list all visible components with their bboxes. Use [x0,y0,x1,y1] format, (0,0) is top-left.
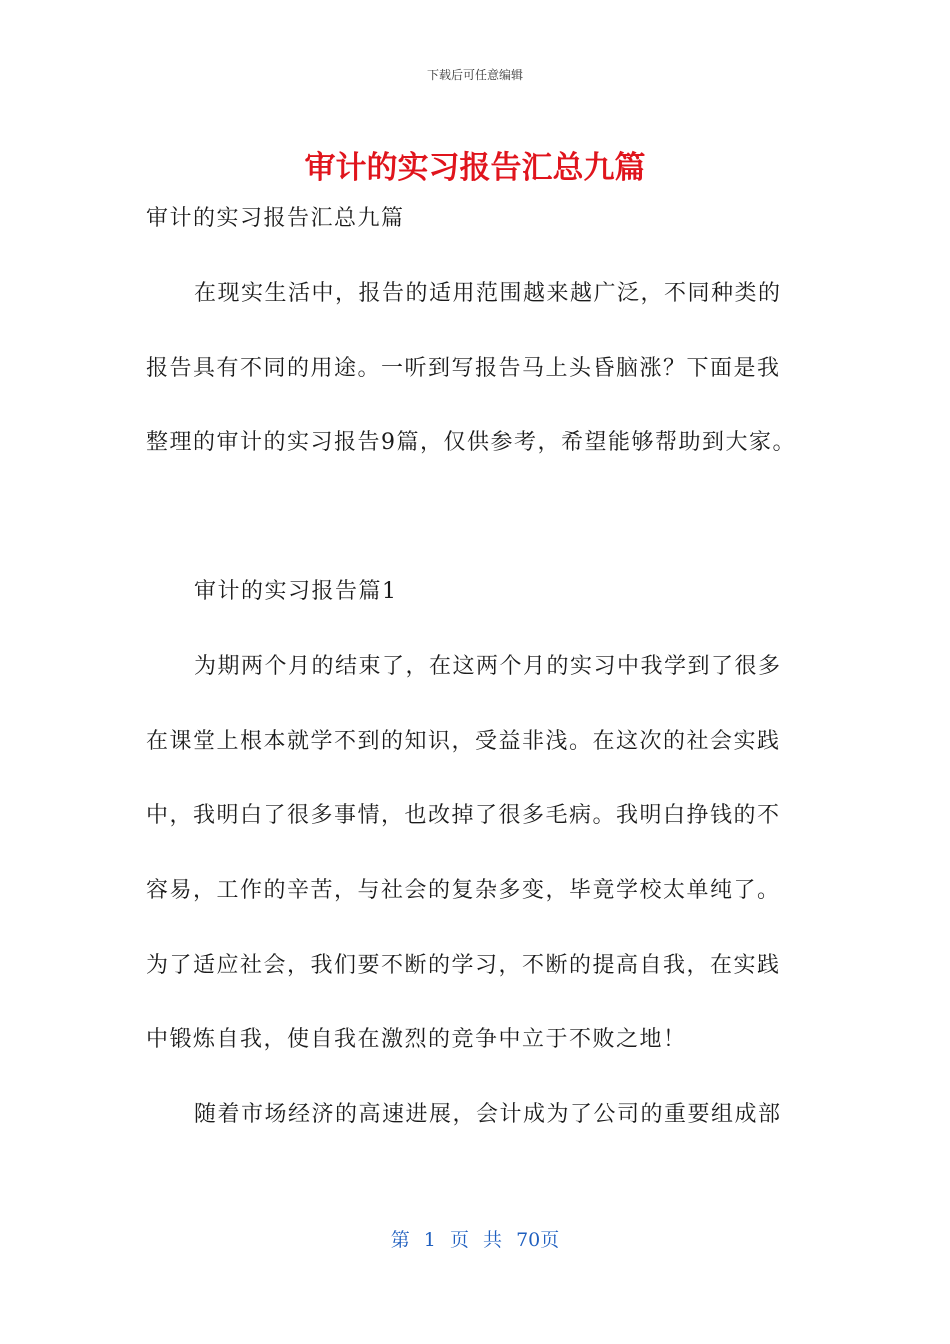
para2-line: 随着市场经济的高速进展，会计成为了公司的重要组成部 [194,1102,782,1127]
footer-total-pages: 70页 [516,1229,560,1251]
para1-line: 在课堂上根本就学不到的知识，受益非浅。在这次的社会实践 [146,729,781,754]
footer-label-gong: 共 [483,1229,503,1251]
footer-page-number: 1 [423,1229,436,1251]
section-heading: 审计的实习报告篇1 [194,579,398,604]
para1-line: 中锻炼自我，使自我在激烈的竞争中立于不败之地！ [146,1027,687,1052]
para1-line: 中，我明白了很多事情，也改掉了很多毛病。我明白挣钱的不 [146,803,781,828]
intro-line: 报告具有不同的用途。一听到写报告马上头昏脑涨？下面是我 [146,356,781,381]
page-header: 下载后可任意编辑 [426,68,523,82]
document-subtitle: 审计的实习报告汇总九篇 [146,206,405,231]
para1-line: 容易，工作的辛苦，与社会的复杂多变，毕竟学校太单纯了。 [146,878,781,903]
footer-label-ye: 页 [449,1229,469,1251]
footer-label-di: 第 [390,1229,410,1251]
para1-line: 为期两个月的结束了，在这两个月的实习中我学到了很多 [194,654,782,679]
intro-line: 在现实生活中，报告的适用范围越来越广泛，不同种类的 [194,281,782,306]
intro-line: 整理的审计的实习报告9篇，仅供参考，希望能够帮助到大家。 [146,430,796,455]
page-footer [0,1225,950,1252]
para1-line: 为了适应社会，我们要不断的学习，不断的提高自我，在实践 [146,953,781,978]
document-title: 审计的实习报告汇总九篇 [304,150,646,186]
